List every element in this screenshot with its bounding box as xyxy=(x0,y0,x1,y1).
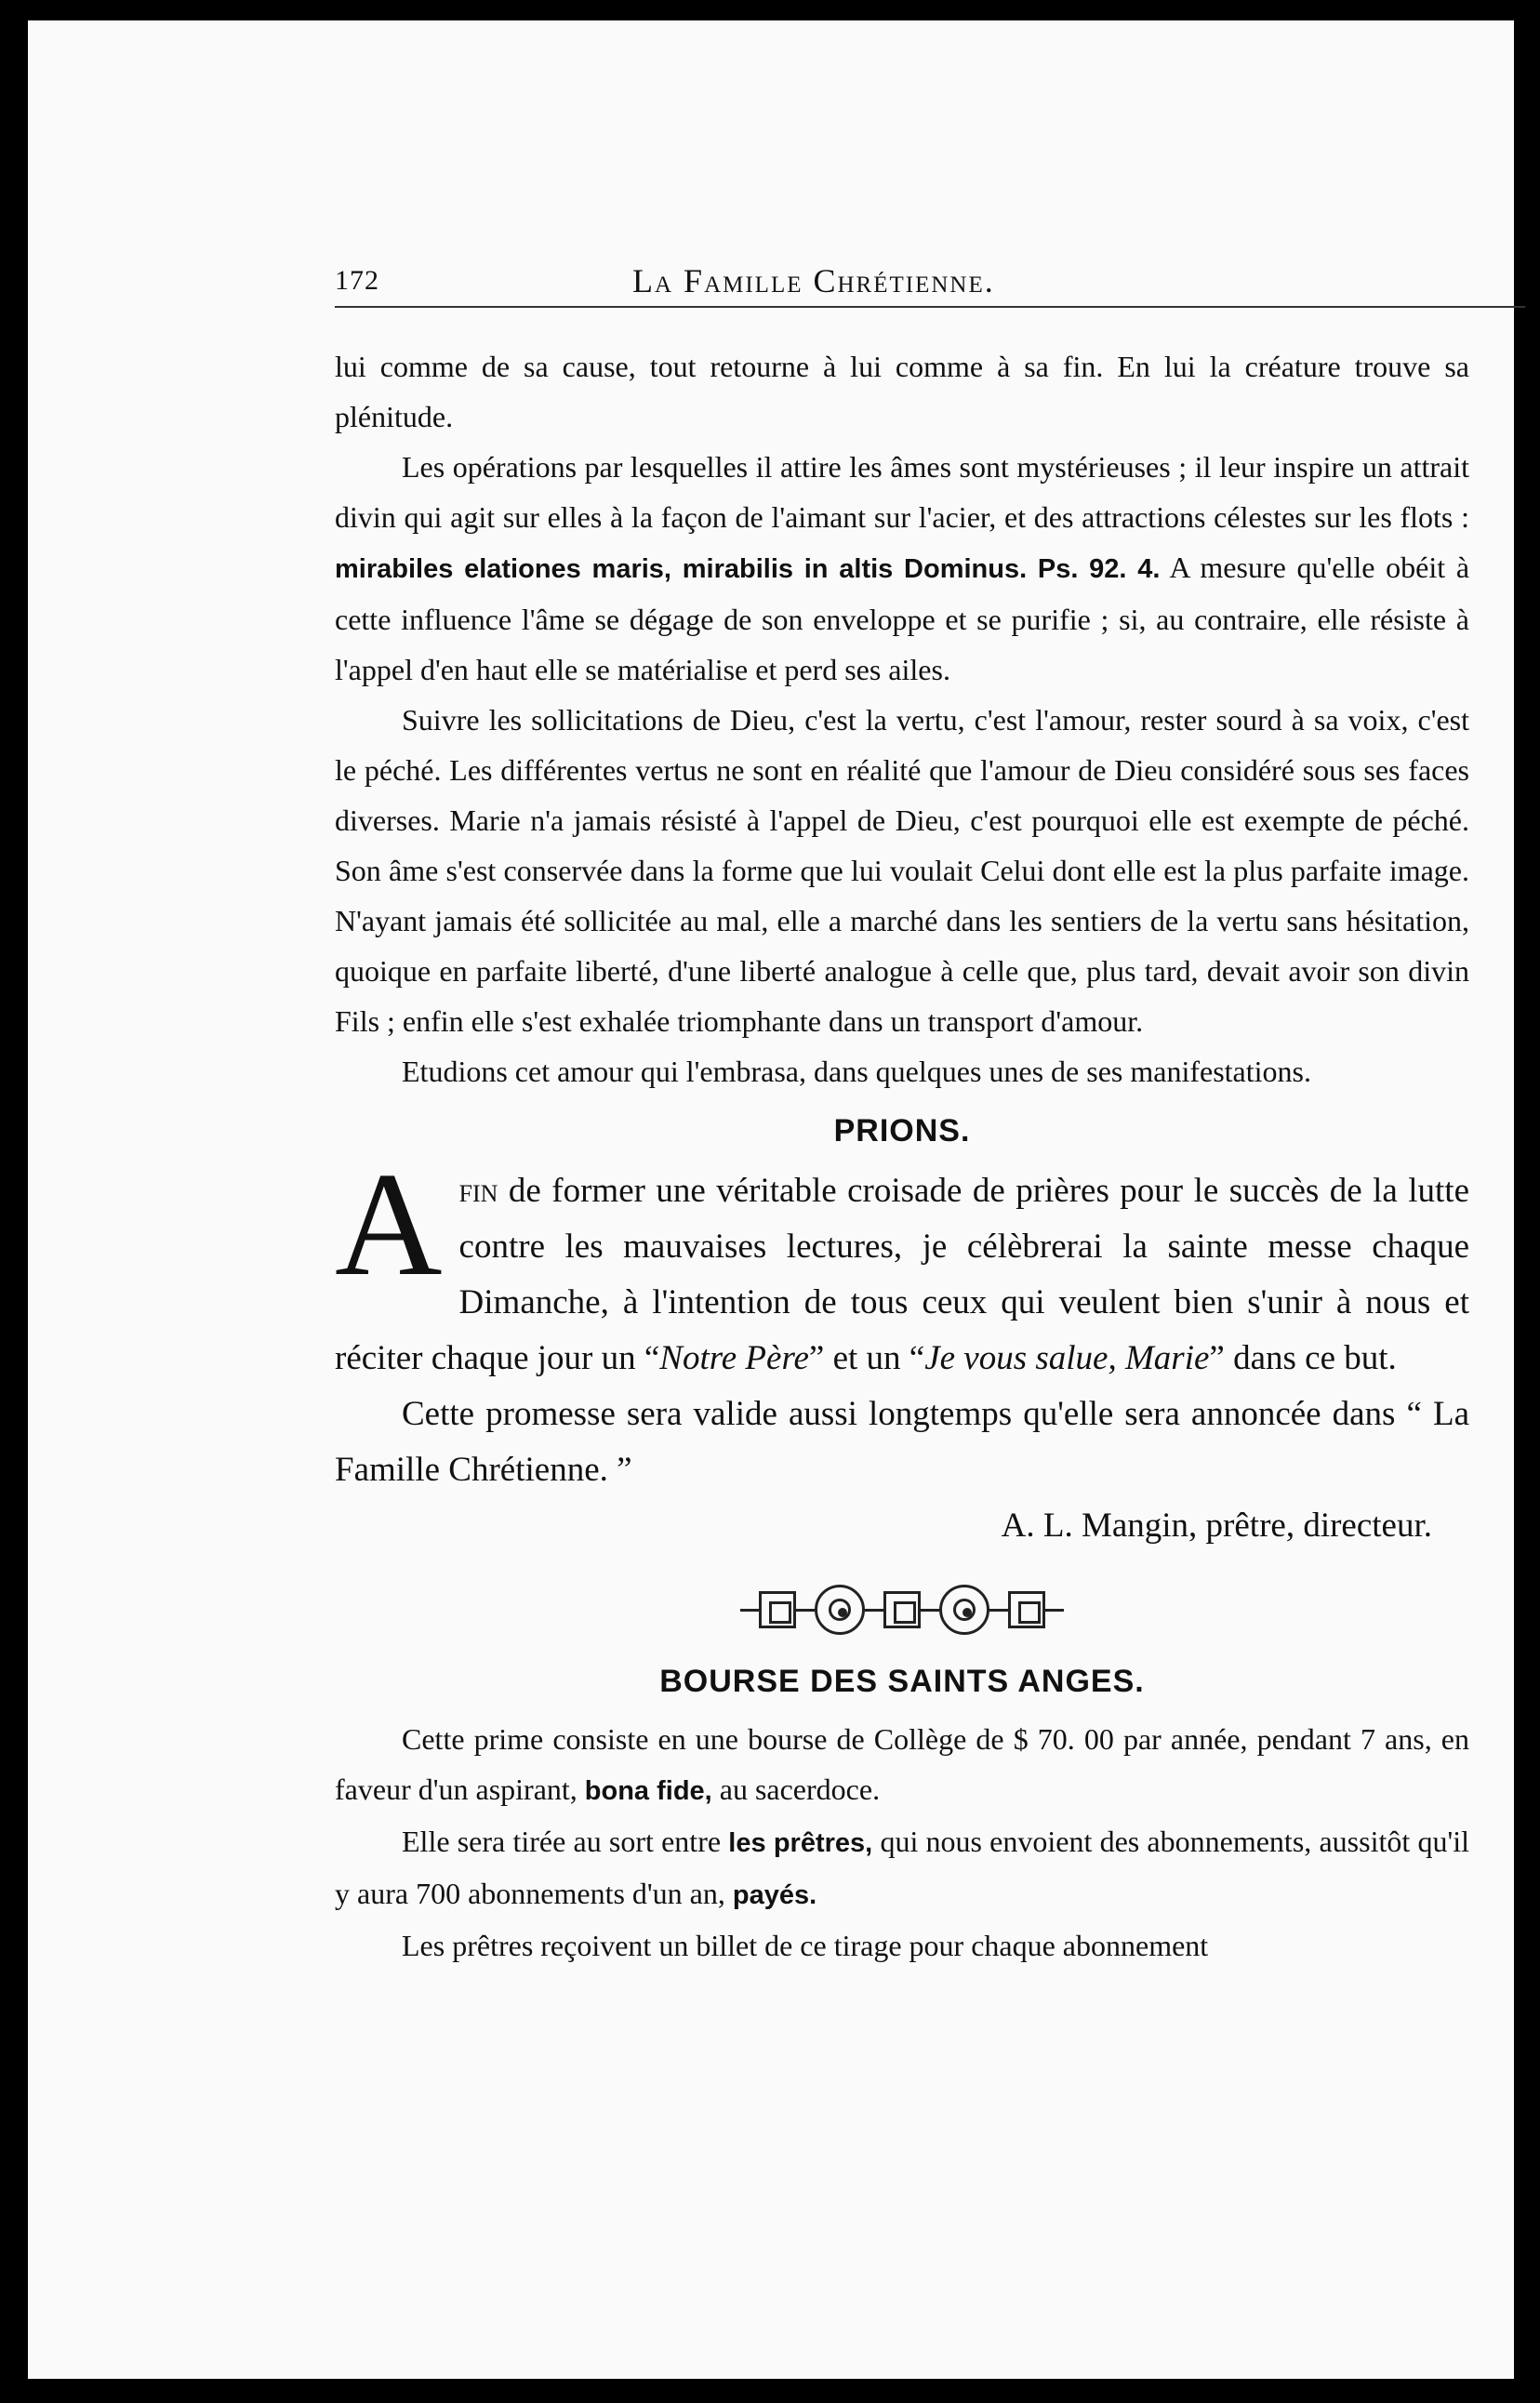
ornament-divider xyxy=(335,1582,1469,1638)
body-text xyxy=(335,341,1469,1971)
prions-paragraph xyxy=(335,1141,1469,1387)
bourse-p2-mid: qui nous envoient des abonnements, aussitôt qu'il y aura 700 abonnements d'un an, xyxy=(335,1825,1470,1910)
ornament-line xyxy=(796,1609,815,1612)
paragraph-3: Suivre les sollicitations de Dieu, c'est la vertu, c'est l'amour, rester sourd à sa voix, c'est le péché. Les différentes vertus ne sont en réalité que l'amour de Dieu considéré sous ses faces diverses. Marie n'a jamais résisté à l'appel de Dieu, c'est pourquoi elle est exempte de péché. Son âme s'est conservée dans la forme que lui voulait Celui dont elle est la plus parfaite image. N'ayant jamais été sollicitée au mal, elle a marché dans les sentiers de la vertu sans hésitation, quoique en parfaite liberté, d'une liberté analogue à celle que, plus tard, devait avoir son divin Fils ; enfin elle s'est exhalée triomphante dans un transport d'amour. xyxy=(335,703,1469,1038)
ornament-line xyxy=(1045,1609,1064,1612)
bourse-paragraph-1 xyxy=(335,1714,1469,1816)
ornament-line xyxy=(921,1609,939,1612)
bourse-paragraph-2 xyxy=(335,1816,1469,1920)
bourse-p1-bold: bona fide, xyxy=(584,1776,712,1806)
page xyxy=(28,20,1514,2379)
signature: A. L. Mangin, prêtre, directeur. xyxy=(1001,1507,1432,1545)
ornament-line xyxy=(989,1609,1008,1612)
ornament-square-icon xyxy=(883,1591,921,1628)
page-number: 172 xyxy=(335,265,379,296)
bourse-p2-bold-1: les prêtres, xyxy=(728,1828,873,1858)
bourse-p2-bold-2: payés. xyxy=(732,1880,817,1910)
bourse-p1-start: Cette prime consiste en une bourse de Collège de $ 70. 00 par année, pendant 7 ans, en faveur d'un aspirant, xyxy=(335,1722,1469,1806)
prions-italic-2: Je vous salue, Marie xyxy=(924,1339,1210,1377)
header-rule xyxy=(335,306,1525,308)
latin-quote: mirabiles elationes maris, mirabilis in altis Dominus. Ps. 92. 4. xyxy=(335,554,1161,584)
ornament-wheel-icon xyxy=(939,1585,989,1635)
prions-lead: fin xyxy=(458,1172,498,1210)
paragraph-4: Etudions cet amour qui l'embrasa, dans quelques unes de ses manifestations. xyxy=(402,1055,1311,1088)
prions-promise: Cette promesse sera valide aussi longtemps qu'elle sera annoncée dans “ La Famille Chrétienne. ” xyxy=(335,1395,1469,1489)
prions-text-1: de former une véritable croisade de prières pour le succès de la lutte contre les mauvaises lectures, je célèbrerai la sainte messe chaque Dimanche, à l'intention de tous ceux qui veulent bien s'unir à nous et réciter chaque jour un “ xyxy=(335,1172,1469,1377)
prions-text-2: ” et un “ xyxy=(808,1339,925,1377)
paragraph-2 xyxy=(335,442,1469,695)
ornament-line xyxy=(740,1609,759,1612)
bourse-p1-end: au sacerdoce. xyxy=(719,1772,881,1806)
bourse-paragraph-3: Les prêtres reçoivent un billet de ce tirage pour chaque abonnement xyxy=(402,1929,1209,1962)
prions-section xyxy=(335,1141,1469,1554)
bourse-heading: BOURSE DES SAINTS ANGES. xyxy=(659,1664,1145,1699)
running-title: La Famille Chrétienne. xyxy=(632,262,995,299)
prions-italic-1: Notre Père xyxy=(659,1339,809,1377)
ornament-line xyxy=(865,1609,883,1612)
prions-text-3: ” dans ce but. xyxy=(1209,1339,1397,1377)
paragraph-1: lui comme de sa cause, tout retourne à lui comme à sa fin. En lui la créature trouve sa plénitude. xyxy=(335,350,1469,433)
running-head xyxy=(298,248,1469,304)
ornament-square-icon xyxy=(759,1591,796,1628)
drop-cap: A xyxy=(335,1141,443,1307)
paragraph-2-end: A mesure qu'elle obéit à cette influence l'âme se dégage de son enveloppe et se purifie ; si, au contraire, elle résiste à l'appel d'en haut elle se matérialise et perd ses ailes. xyxy=(335,551,1470,686)
prions-heading: PRIONS. xyxy=(833,1113,971,1148)
ornament-square-icon xyxy=(1008,1591,1045,1628)
page-content xyxy=(298,248,1470,1962)
ornament-wheel-icon xyxy=(815,1585,865,1635)
paragraph-2-start: Les opérations par lesquelles il attire les âmes sont mystérieuses ; il leur inspire un attrait divin qui agit sur elles à la façon de l'aimant sur l'acier, et des attractions célestes sur les flots : xyxy=(335,450,1469,534)
bourse-p2-start: Elle sera tirée au sort entre xyxy=(402,1825,722,1858)
